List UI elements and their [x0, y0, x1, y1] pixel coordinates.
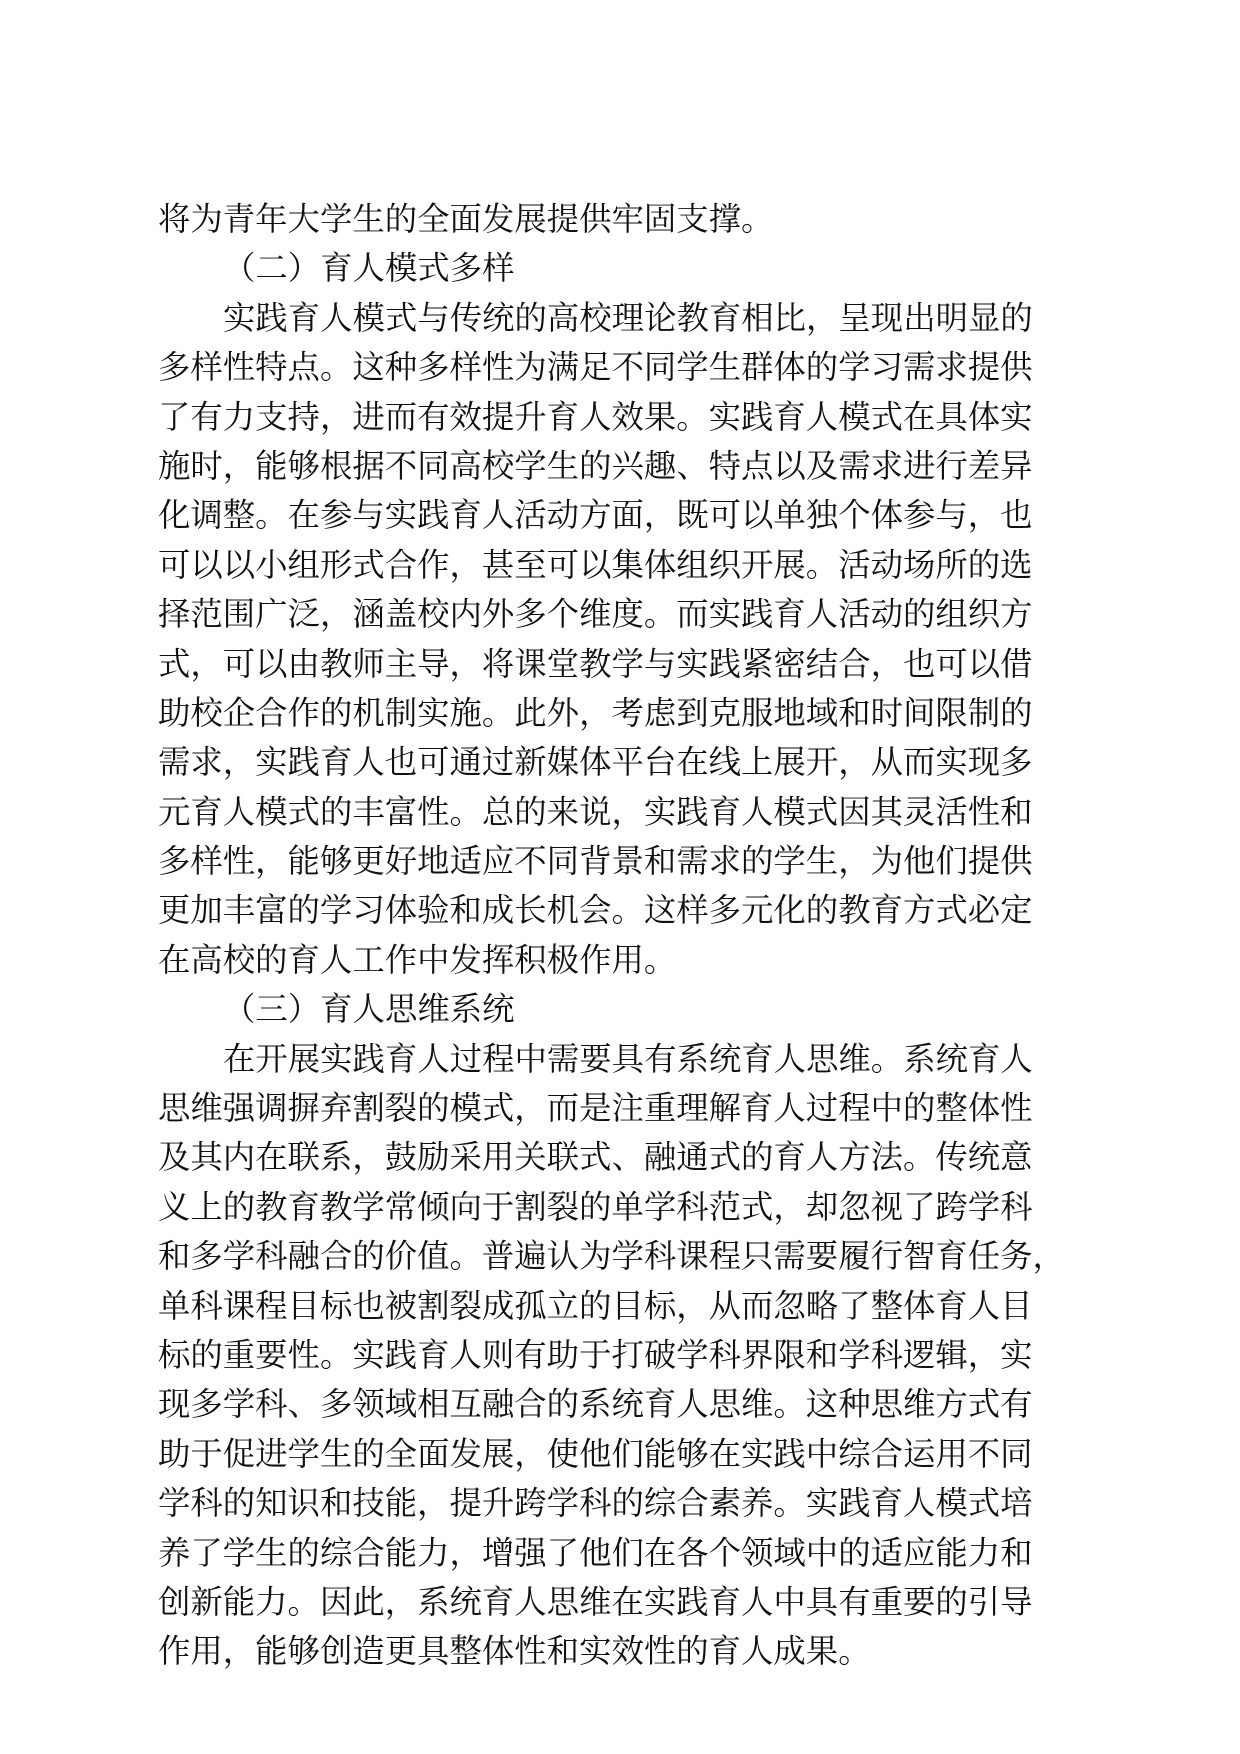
body-text [158, 195, 1070, 1677]
paragraph-line: 创新能力。因此，系统育人思维在实践育人中具有重要的引导 [158, 1582, 1033, 1621]
paragraph-line: 式，可以由教师主导，将课堂教学与实践紧密结合，也可以借 [158, 644, 1033, 683]
section-heading-2: （二）育人模式多样 [223, 249, 515, 288]
section-heading-3: （三）育人思维系统 [223, 990, 515, 1029]
paragraph-line: 化调整。在参与实践育人活动方面，既可以单独个体参与，也 [158, 496, 1033, 535]
paragraph-line: 需求，实践育人也可通过新媒体平台在线上展开，从而实现多 [158, 743, 1033, 782]
paragraph-line: 养了学生的综合能力，增强了他们在各个领域中的适应能力和 [158, 1533, 1033, 1572]
paragraph-line: 在开展实践育人过程中需要具有系统育人思维。系统育人 [223, 1039, 1033, 1078]
paragraph-line: 和多学科融合的价值。普遍认为学科课程只需要履行智育任务， [158, 1237, 1065, 1276]
paragraph-line: 单科课程目标也被割裂成孤立的目标，从而忽略了整体育人目 [158, 1286, 1033, 1325]
paragraph-line: 更加丰富的学习体验和成长机会。这样多元化的教育方式必定 [158, 891, 1033, 930]
paragraph-line: 标的重要性。实践育人则有助于打破学科界限和学科逻辑，实 [158, 1335, 1033, 1374]
paragraph-line: 择范围广泛，涵盖校内外多个维度。而实践育人活动的组织方 [158, 595, 1033, 634]
paragraph-line: 思维强调摒弃割裂的模式，而是注重理解育人过程中的整体性 [158, 1089, 1033, 1128]
paragraph-line: 助校企合作的机制实施。此外，考虑到克服地域和时间限制的 [158, 693, 1033, 732]
paragraph-line: 多样性，能够更好地适应不同背景和需求的学生，为他们提供 [158, 842, 1033, 881]
paragraph-line: 学科的知识和技能，提升跨学科的综合素养。实践育人模式培 [158, 1484, 1033, 1523]
paragraph-line: 义上的教育教学常倾向于割裂的单学科范式，却忽视了跨学科 [158, 1187, 1033, 1226]
paragraph-line: 助于促进学生的全面发展，使他们能够在实践中综合运用不同 [158, 1434, 1033, 1473]
paragraph-line: 作用，能够创造更具整体性和实效性的育人成果。 [158, 1632, 871, 1671]
paragraph-line: 在高校的育人工作中发挥积极作用。 [158, 940, 677, 979]
paragraph-line: 实践育人模式与传统的高校理论教育相比，呈现出明显的 [223, 298, 1033, 337]
paragraph-line: 了有力支持，进而有效提升育人效果。实践育人模式在具体实 [158, 397, 1033, 436]
paragraph-line: 现多学科、多领域相互融合的系统育人思维。这种思维方式有 [158, 1385, 1033, 1424]
paragraph-line: 多样性特点。这种多样性为满足不同学生群体的学习需求提供 [158, 348, 1033, 387]
paragraph-line: 可以以小组形式合作，甚至可以集体组织开展。活动场所的选 [158, 545, 1033, 584]
paragraph-line: 将为青年大学生的全面发展提供牢固支撑。 [158, 200, 774, 238]
paragraph-line: 施时，能够根据不同高校学生的兴趣、特点以及需求进行差异 [158, 446, 1033, 485]
paragraph-line: 及其内在联系，鼓励采用关联式、融通式的育人方法。传统意 [158, 1138, 1033, 1177]
paragraph-line: 元育人模式的丰富性。总的来说，实践育人模式因其灵活性和 [158, 792, 1033, 831]
